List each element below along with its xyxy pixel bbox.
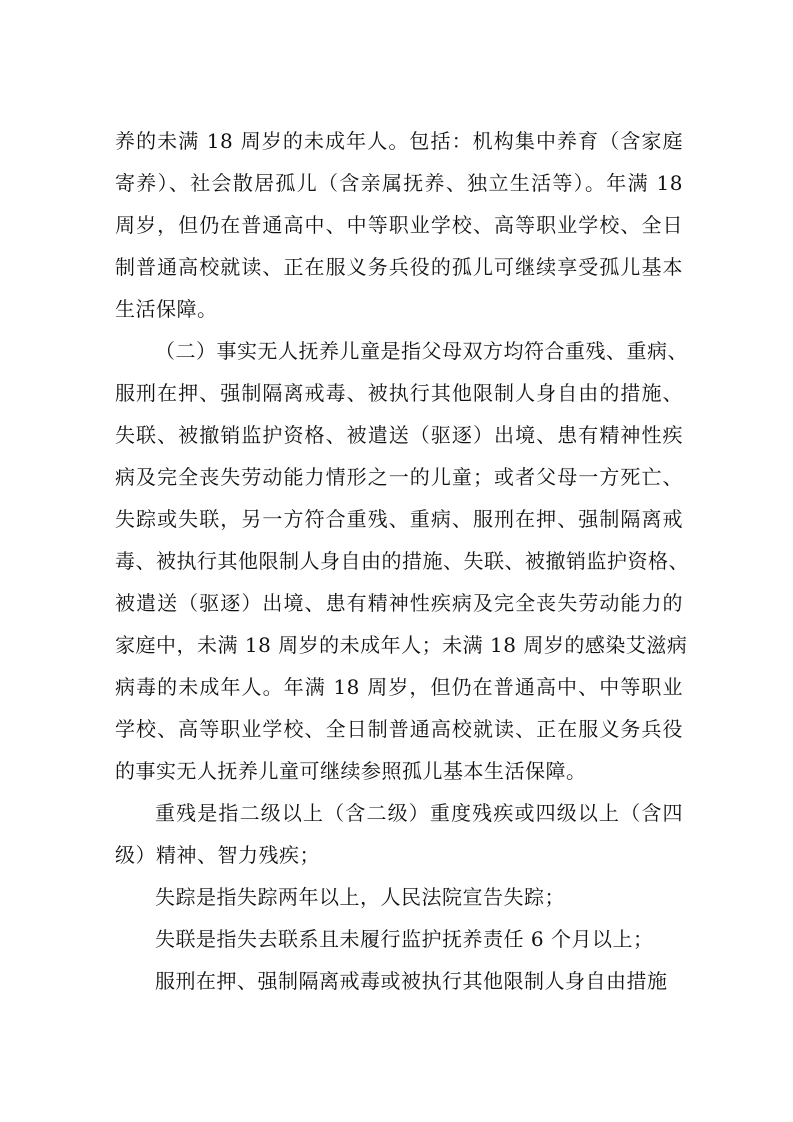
text-line: 病毒的未成年人。年满 18 周岁，但仍在普通高中、中等职业 <box>115 675 683 699</box>
text-line: 失联是指失去联系且未履行监护抚养责任 6 个月以上； <box>155 927 654 951</box>
text-line: 养的未满 18 周岁的未成年人。包括：机构集中养育（含家庭 <box>115 129 683 153</box>
document-body <box>115 120 689 1002</box>
paragraph-p3 <box>115 792 683 876</box>
text-line: 周岁，但仍在普通高中、中等职业学校、高等职业学校、全日 <box>115 213 683 237</box>
text-line: 服刑在押、强制隔离戒毒、被执行其他限制人身自由的措施、 <box>115 381 683 405</box>
text-line: 制普通高校就读、正在服义务兵役的孤儿可继续享受孤儿基本 <box>115 255 683 279</box>
paragraph-p1 <box>115 120 683 330</box>
text-line: 病及完全丧失劳动能力情形之一的儿童；或者父母一方死亡、 <box>115 465 683 489</box>
text-line: 家庭中，未满 18 周岁的未成年人；未满 18 周岁的感染艾滋病 <box>115 633 688 657</box>
text-line: 学校、高等职业学校、全日制普通高校就读、正在服义务兵役 <box>115 717 683 741</box>
text-line: （二）事实无人抚养儿童是指父母双方均符合重残、重病、 <box>155 339 688 363</box>
text-line: 级）精神、智力残疾； <box>115 843 320 867</box>
text-line: 被遣送（驱逐）出境、患有精神性疾病及完全丧失劳动能力的 <box>115 591 683 615</box>
paragraph-p4 <box>115 876 683 918</box>
paragraph-p5 <box>115 918 683 960</box>
text-line: 毒、被执行其他限制人身自由的措施、失联、被撤销监护资格、 <box>115 549 689 573</box>
text-line: 生活保障。 <box>115 297 218 321</box>
text-line: 寄养）、社会散居孤儿（含亲属抚养、独立生活等）。年满 18 <box>115 171 683 195</box>
text-line: 重残是指二级以上（含二级）重度残疾或四级以上（含四 <box>155 801 683 825</box>
paragraph-p2 <box>115 330 689 792</box>
text-line: 失踪或失联，另一方符合重残、重病、服刑在押、强制隔离戒 <box>115 507 683 531</box>
text-line: 服刑在押、强制隔离戒毒或被执行其他限制人身自由措施 <box>155 969 668 993</box>
paragraph-p6 <box>115 960 683 1002</box>
text-line: 失踪是指失踪两年以上，人民法院宣告失踪； <box>155 885 565 909</box>
text-line: 失联、被撤销监护资格、被遣送（驱逐）出境、患有精神性疾 <box>115 423 683 447</box>
text-line: 的事实无人抚养儿童可继续参照孤儿基本生活保障。 <box>115 759 587 783</box>
